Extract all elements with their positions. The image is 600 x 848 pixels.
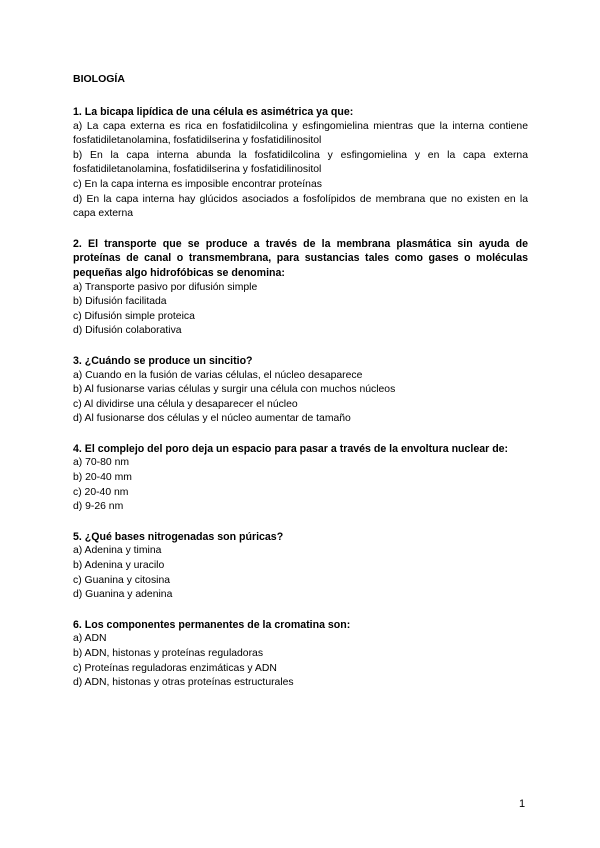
answer-option-d: d) 9-26 nm	[73, 501, 124, 513]
answer-option-b: b) Difusión facilitada	[73, 296, 167, 308]
answer-option-b: b) En la capa interna abunda la fosfatidilcolina y esfingomielina y en la capa externa fosfatidiletanolamina, fosfatidilserina y fosfatidilinositol	[73, 149, 528, 176]
answer-option-d: d) Al fusionarse dos células y el núcleo aumentar de tamaño	[73, 413, 351, 425]
document-page	[73, 73, 528, 706]
answer-option-c: c) Al dividirse una célula y desaparecer el núcleo	[73, 398, 298, 410]
answer-option-b: b) ADN, histonas y proteínas reguladoras	[73, 648, 264, 659]
answer-option-b: b) Al fusionarse varias células y surgir una célula con muchos núcleos	[73, 384, 396, 396]
question-5	[73, 530, 528, 603]
answer-option-c: c) Guanina y citosina	[73, 574, 171, 586]
question-3	[73, 354, 528, 427]
subject-heading: BIOLOGÍA	[73, 73, 125, 85]
answer-option-d: d) Guanina y adenina	[73, 589, 173, 601]
question-text: 5. ¿Qué bases nitrogenadas son púricas?	[73, 530, 284, 543]
answer-option-d: d) En la capa interna hay glúcidos asociados a fosfolípidos de membrana que no existen en la capa externa	[73, 193, 528, 220]
answer-option-a: a) ADN	[73, 633, 107, 645]
answer-option-b: b) Adenina y uracilo	[73, 560, 165, 572]
question-2	[73, 237, 528, 339]
answer-option-c: c) Proteínas reguladoras enzimáticas y ADN	[73, 662, 277, 674]
answer-option-d: d) Difusión colaborativa	[73, 325, 182, 337]
answer-option-c: c) En la capa interna es imposible encontrar proteínas	[73, 178, 322, 190]
answer-option-a: a) Adenina y timina	[73, 545, 162, 557]
answer-option-a: a) Cuando en la fusión de varias células, el núcleo desaparece	[73, 369, 363, 381]
page-number: 1	[519, 798, 526, 810]
answer-option-a: a) Transporte pasivo por difusión simple	[73, 281, 258, 293]
question-text: 2. El transporte que se produce a través de la membrana plasmática sin ayuda de proteínas de canal o transmembrana, para sustancias tales como gases o moléculas pequeñas algo hidrofóbicas se denomina:	[73, 237, 528, 279]
answer-option-d: d) ADN, histonas y otras proteínas estructurales	[73, 677, 294, 689]
answer-option-c: c) Difusión simple proteica	[73, 310, 195, 322]
question-text: 3. ¿Cuándo se produce un sincitio?	[73, 354, 253, 367]
question-text: 6. Los componentes permanentes de la cromatina son:	[73, 618, 351, 631]
question-text: 4. El complejo del poro deja un espacio para pasar a través de la envoltura nuclear de:	[73, 442, 509, 455]
question-1	[73, 105, 528, 222]
answer-option-c: c) 20-40 nm	[73, 486, 129, 498]
question-4	[73, 442, 528, 515]
answer-option-b: b) 20-40 mm	[73, 472, 132, 484]
question-text: 1. La bicapa lipídica de una célula es asimétrica ya que:	[73, 106, 354, 118]
answer-option-a: a) 70-80 nm	[73, 457, 130, 469]
answer-option-a: a) La capa externa es rica en fosfatidilcolina y esfingomielina mientras que la interna contiene fosfatidiletanolamina, fosfatidilserina y fosfatidilinositol	[73, 120, 528, 147]
question-6	[73, 618, 528, 691]
